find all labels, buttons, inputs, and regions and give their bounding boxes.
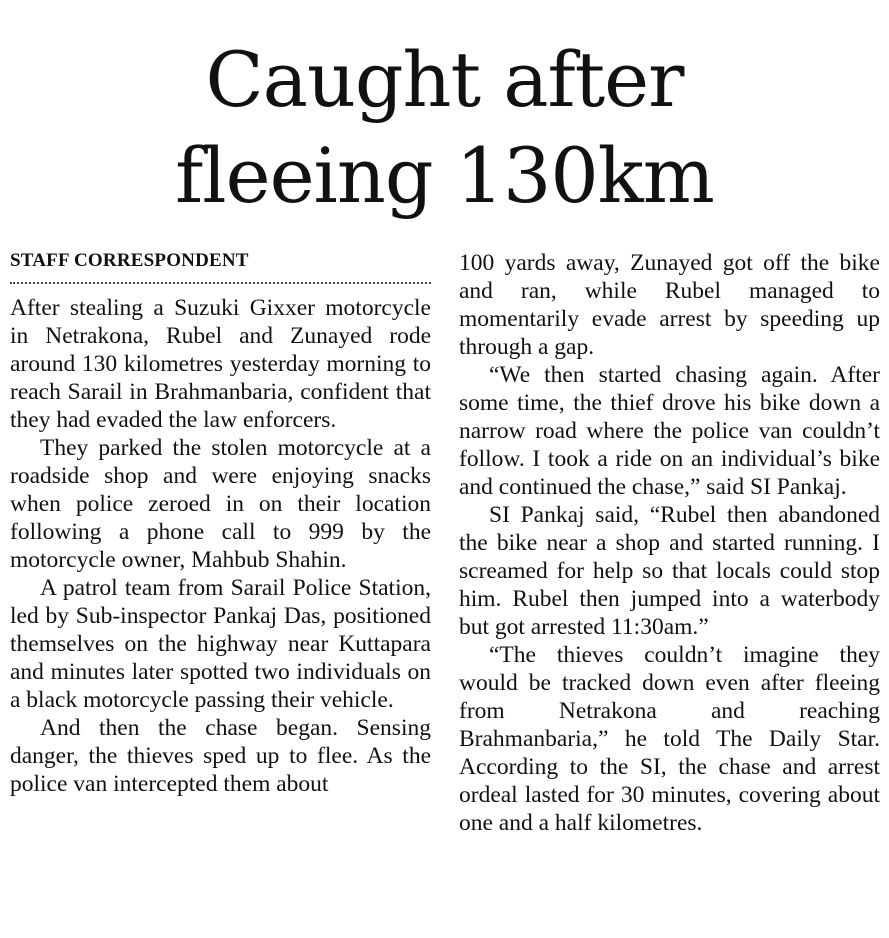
paragraph-1: After stealing a Suzuki Gixxer motorcycle in Netrakona, Rubel and Zunayed rode around 130 kilometres yesterday morning to reach Sarail in Brahmanbaria, confident that they had evaded the law enforcers. (10, 295, 431, 433)
paragraph-7: “The thieves couldn’t imagine they would be tracked down even after fleeing from Netrakona and reaching Brahmanbaria,” he told The Daily Star. According to the SI, the chase and arrest ordeal lasted for 30 minutes, covering about one and a half kilometres. (459, 642, 880, 836)
paragraph-5: “We then started chasing again. After some time, the thief drove his bike down a narrow road where the police van couldn’t follow. I took a ride on an individual’s bike and continued the chase,” said SI Pankaj. (459, 362, 880, 500)
headline-line-1: Caught after (205, 35, 684, 124)
paragraph-4: And then the chase began. Sensing danger, the thieves sped up to flee. As the police van intercepted them about (10, 715, 431, 797)
headline-line-2: fleeing 130km (175, 131, 714, 220)
column-left (10, 248, 431, 798)
column-right (459, 249, 880, 837)
paragraph-6: SI Pankaj said, “Rubel then abandoned the bike near a shop and started running. I screamed for help so that locals could stop him. Rubel then jumped into a waterbody but got arrested 11:30am.” (459, 502, 880, 640)
paragraph-4-continued: 100 yards away, Zunayed got off the bike and ran, while Rubel managed to momentarily evade arrest by speeding up through a gap. (459, 250, 880, 360)
paragraph-2: They parked the stolen motorcycle at a roadside shop and were enjoying snacks when police zeroed in on their location following a phone call to 999 by the motorcycle owner, Mahbub Shahin. (10, 435, 431, 573)
paragraph-3: A patrol team from Sarail Police Station, led by Sub-inspector Pankaj Das, positioned themselves on the highway near Kuttapara and minutes later spotted two individuals on a black motorcycle passing their vehicle. (10, 575, 431, 713)
byline: STAFF CORRESPONDENT (10, 248, 431, 284)
headline (0, 32, 889, 224)
